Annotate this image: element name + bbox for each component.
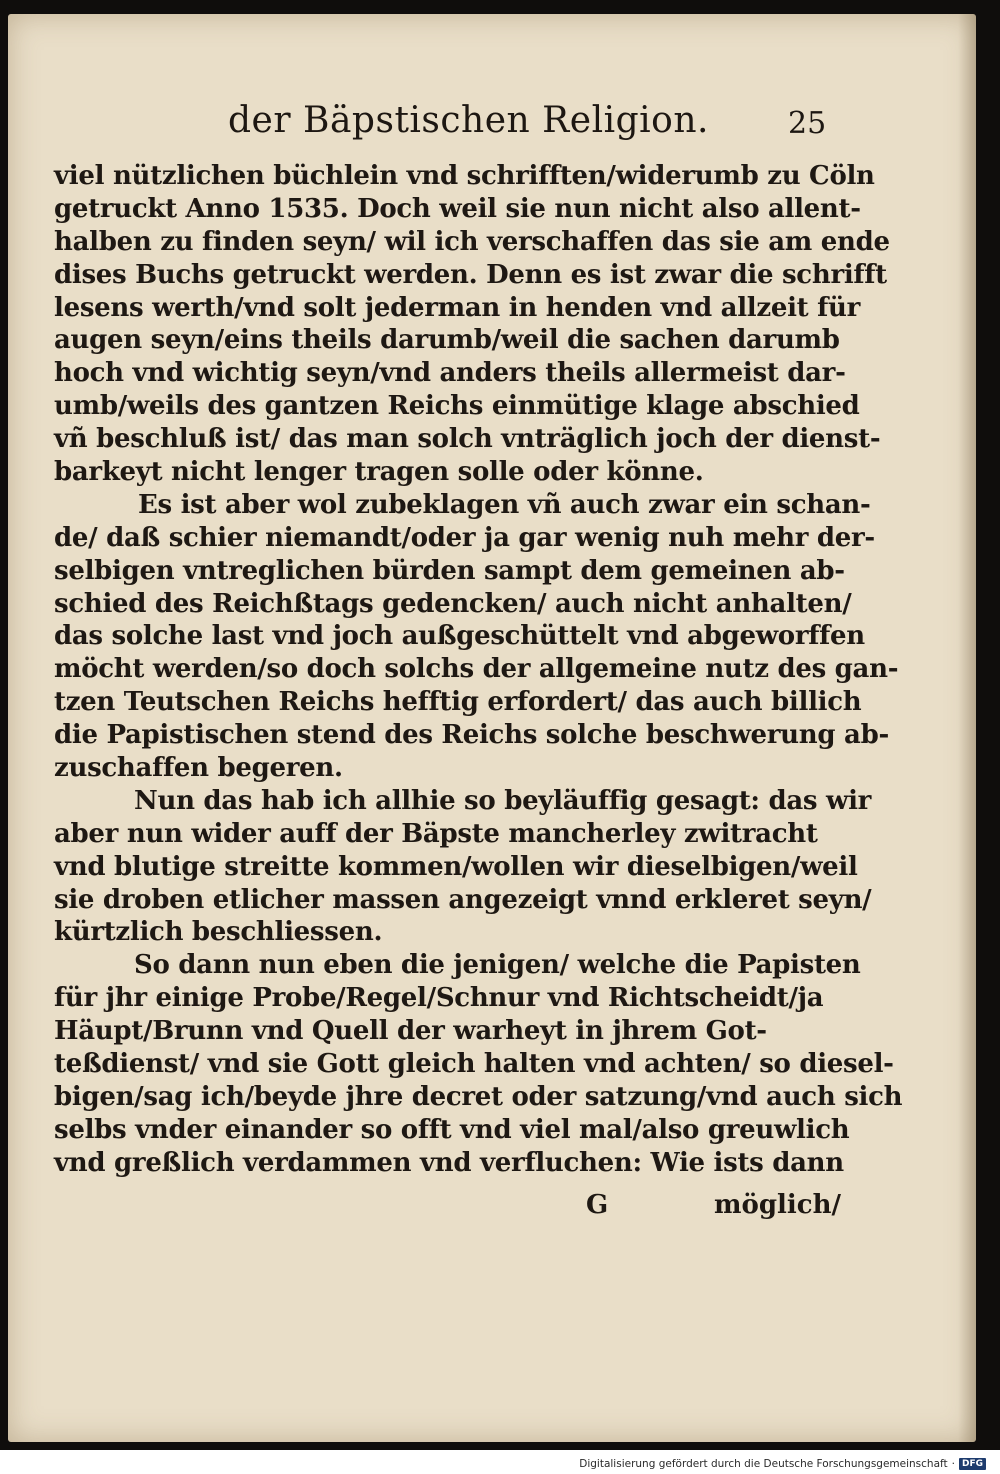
text-line: möcht werden/so doch solchs der allgemeine nutz des gan-	[54, 654, 899, 685]
text-line: kürtzlich beschliessen.	[54, 917, 383, 948]
text-line: sie droben etlicher massen angezeigt vnnd erkleret seyn/	[54, 884, 872, 915]
text-line: bigen/sag ich/beyde jhre decret oder satzung/vnd auch sich	[54, 1081, 903, 1112]
body-text	[54, 160, 903, 1180]
text-line: viel nützlichen büchlein vnd schrifften/widerumb zu Cöln	[54, 161, 875, 191]
text-line: die Papistischen stend des Reichs solche beschwerung ab-	[54, 720, 889, 751]
text-line: zuschaffen begeren.	[54, 753, 343, 784]
paragraph-start-line: So dann nun eben die jenigen/ welche die Papisten	[134, 950, 861, 981]
funding-credit	[579, 1457, 986, 1471]
text-line: schied des Reichßtags gedencken/ auch nicht anhalten/	[54, 588, 852, 619]
text-line: Häupt/Brunn vnd Quell der warheyt in jhrem Got-	[54, 1016, 767, 1047]
text-line: vnd greßlich verdammen vnd verfluchen: Wie ists dann	[54, 1147, 844, 1178]
book-page	[8, 14, 976, 1442]
text-line: tzen Teutschen Reichs hefftig erfordert/ das auch billich	[54, 687, 862, 718]
separator-dot: ·	[951, 1458, 955, 1470]
text-line: lesens werth/vnd solt jederman in henden vnd allzeit für	[54, 292, 860, 323]
text-line: umb/weils des gantzen Reichs einmütige klage abschied	[54, 391, 860, 422]
text-line: selbigen vntreglichen bürden sampt dem gemeinen ab-	[54, 555, 845, 586]
text-line: aber nun wider auff der Bäpste mancherley zwitracht	[54, 818, 818, 849]
text-line: für jhr einige Probe/Regel/Schnur vnd Richtscheidt/ja	[54, 983, 824, 1014]
text-line: hoch vnd wichtig seyn/vnd anders theils allermeist dar-	[54, 358, 846, 389]
text-line: selbs vnder einander so offt vnd viel mal/also greuwlich	[54, 1114, 850, 1145]
text-line: de/ daß schier niemandt/oder ja gar wenig nuh mehr der-	[54, 522, 875, 553]
catchword-line	[54, 1190, 854, 1224]
signature-mark: G	[586, 1190, 609, 1220]
dfg-logo-icon: DFG	[959, 1458, 986, 1470]
text-line: vnd blutige streitte kommen/wollen wir dieselbigen/weil	[54, 851, 858, 882]
paragraph-start-line: Es ist aber wol zubeklagen vñ auch zwar ein schan-	[138, 489, 871, 520]
text-line: teßdienst/ vnd sie Gott gleich halten vnd achten/ so diesel-	[54, 1049, 894, 1080]
running-head: der Bäpstischen Religion.	[228, 100, 709, 141]
page-number: 25	[788, 106, 827, 141]
text-line: vñ beschluß ist/ das man solch vnträglich joch der dienst-	[54, 424, 881, 455]
funding-credit-text: Digitalisierung gefördert durch die Deutsche Forschungsgemeinschaft	[579, 1458, 948, 1470]
text-line: augen seyn/eins theils darumb/weil die sachen darumb	[54, 325, 840, 356]
paragraph-start-line: Nun das hab ich allhie so beyläuffig gesagt: das wir	[134, 785, 872, 816]
text-line: das solche last vnd joch außgeschüttelt vnd abgeworffen	[54, 621, 865, 652]
text-line: halben zu finden seyn/ wil ich verschaffen das sie am ende	[54, 226, 890, 257]
text-line: barkeyt nicht lenger tragen solle oder könne.	[54, 457, 704, 488]
catchword: möglich/	[714, 1190, 842, 1220]
text-line: dises Buchs getruckt werden. Denn es ist zwar die schrifft	[54, 259, 887, 290]
text-line: getruckt Anno 1535. Doch weil sie nun nicht also allent-	[54, 193, 861, 224]
